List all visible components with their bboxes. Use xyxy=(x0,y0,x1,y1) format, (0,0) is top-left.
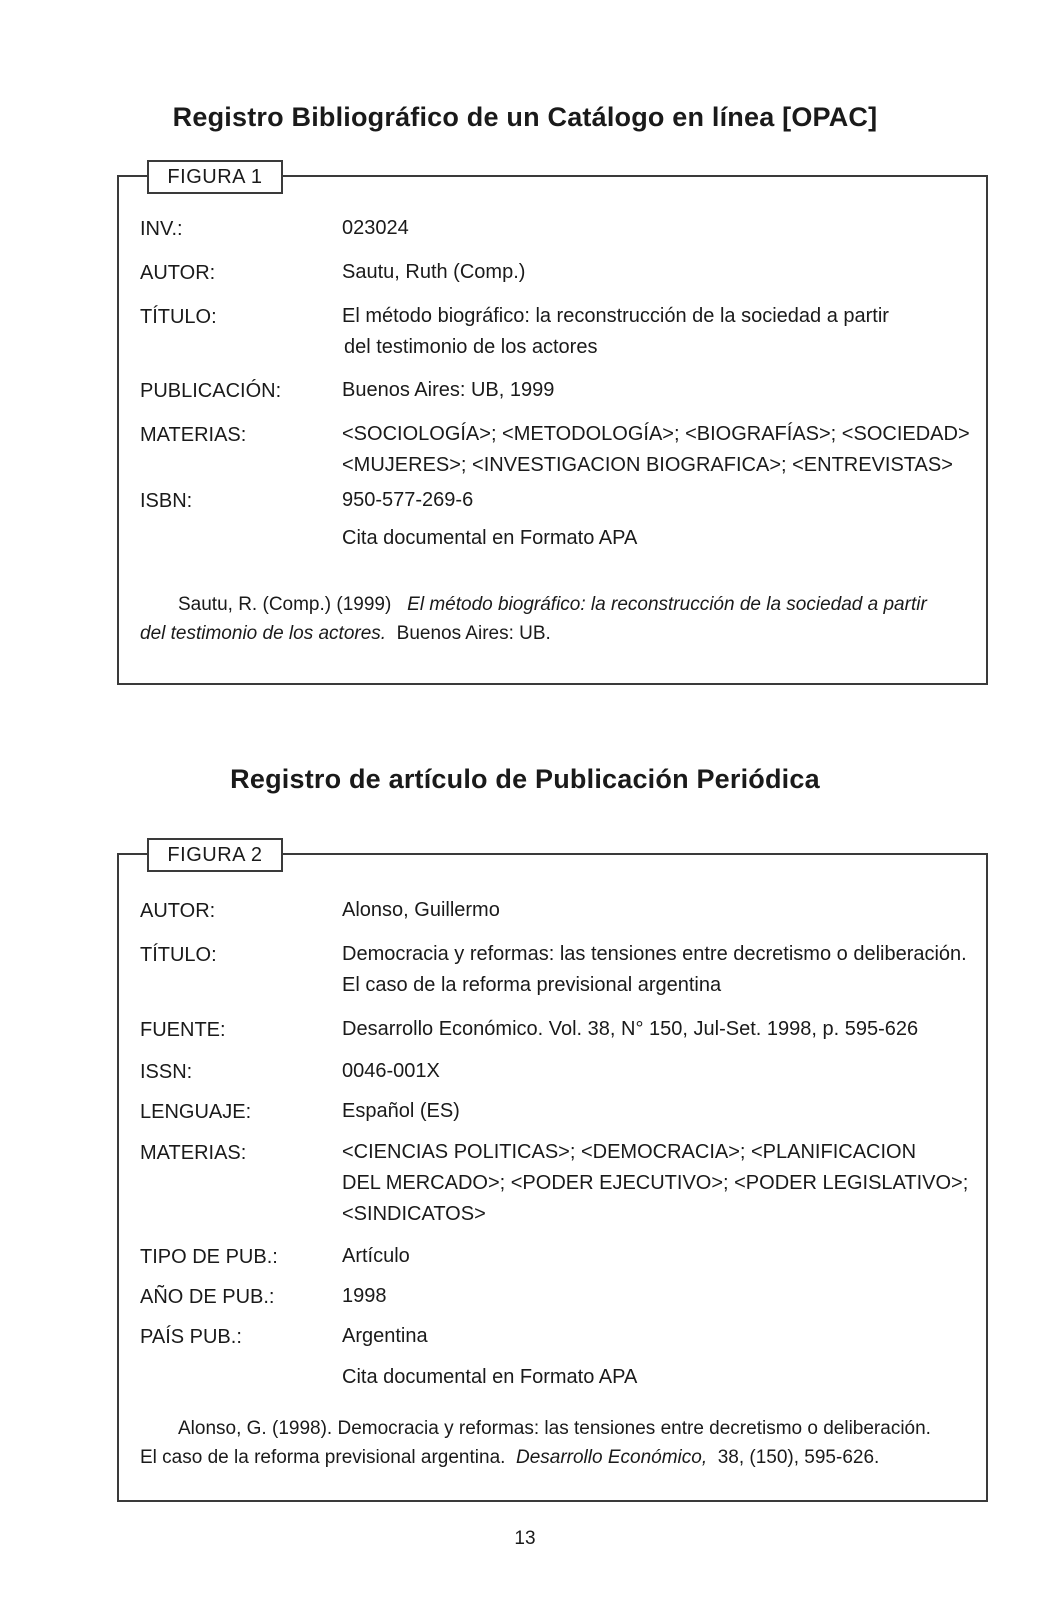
autor-label: AUTOR: xyxy=(140,900,216,922)
pais-value: Argentina xyxy=(342,1325,428,1347)
lenguaje-value: Español (ES) xyxy=(342,1100,460,1122)
publicacion-label: PUBLICACIÓN: xyxy=(140,380,282,402)
materias-value xyxy=(342,419,982,481)
titulo-line2: del testimonio de los actores xyxy=(344,336,598,358)
cita-line2-plain: El caso de la reforma previsional argentina. xyxy=(140,1447,506,1468)
anio-label: AÑO DE PUB.: xyxy=(140,1286,275,1308)
cita-title-part1: El método biográfico: la reconstrucción de la sociedad a partir xyxy=(407,594,927,615)
materias-label: MATERIAS: xyxy=(140,424,247,446)
materias-line1: <CIENCIAS POLITICAS>; <DEMOCRACIA>; <PLANIFICACION xyxy=(342,1141,917,1163)
cita-publisher: Buenos Aires: UB. xyxy=(396,623,551,644)
titulo-value xyxy=(342,939,982,1001)
titulo-line1: Democracia y reformas: las tensiones entre decretismo o deliberación. xyxy=(342,943,967,965)
figure2-label: FIGURA 2 xyxy=(147,838,283,872)
page-number: 13 xyxy=(514,1528,536,1549)
figure1-label: FIGURA 1 xyxy=(147,160,283,194)
fuente-label: FUENTE: xyxy=(140,1019,226,1041)
figure2-apa-citation xyxy=(140,1414,960,1472)
figure1-apa-citation xyxy=(140,590,960,648)
materias-line2: DEL MERCADO>; <PODER EJECUTIVO>; <PODER LEGISLATIVO>; xyxy=(342,1172,969,1194)
cita-author-year: Sautu, R. (Comp.) (1999) xyxy=(178,594,392,615)
materias-line1: <SOCIOLOGÍA>; <METODOLOGÍA>; <BIOGRAFÍAS>; <SOCIEDAD> xyxy=(342,423,970,445)
cita-journal: Desarrollo Económico, xyxy=(515,1447,708,1468)
lenguaje-label: LENGUAJE: xyxy=(140,1101,252,1123)
autor-label: AUTOR: xyxy=(140,262,216,284)
materias-value xyxy=(342,1137,982,1230)
cita-heading: Cita documental en Formato APA xyxy=(342,527,638,549)
autor-value: Sautu, Ruth (Comp.) xyxy=(342,261,526,283)
materias-line3: <SINDICATOS> xyxy=(342,1203,486,1225)
anio-value: 1998 xyxy=(342,1285,387,1307)
materias-line2: <MUJERES>; <INVESTIGACION BIOGRAFICA>; <ENTREVISTAS> xyxy=(342,454,953,476)
figure2-heading: Registro de artículo de Publicación Periódica xyxy=(230,764,820,794)
tipo-value: Artículo xyxy=(342,1245,410,1267)
titulo-label: TÍTULO: xyxy=(140,306,217,328)
publicacion-value: Buenos Aires: UB, 1999 xyxy=(342,379,555,401)
pais-label: PAÍS PUB.: xyxy=(140,1326,242,1348)
isbn-label: ISBN: xyxy=(140,490,193,512)
cita-heading: Cita documental en Formato APA xyxy=(342,1366,638,1388)
issn-label: ISSN: xyxy=(140,1061,193,1083)
materias-label: MATERIAS: xyxy=(140,1142,247,1164)
titulo-line1: El método biográfico: la reconstrucción de la sociedad a partir xyxy=(342,305,889,327)
cita-title-part2: del testimonio de los actores. xyxy=(140,623,387,644)
autor-value: Alonso, Guillermo xyxy=(342,899,500,921)
titulo-value xyxy=(342,301,982,363)
cita-details: 38, (150), 595-626. xyxy=(717,1447,880,1468)
isbn-value: 950-577-269-6 xyxy=(342,489,474,511)
titulo-line2: El caso de la reforma previsional argentina xyxy=(342,974,722,996)
inv-label: INV.: xyxy=(140,218,183,240)
inv-value: 023024 xyxy=(342,217,409,239)
issn-value: 0046-001X xyxy=(342,1060,440,1082)
titulo-label: TÍTULO: xyxy=(140,944,217,966)
tipo-label: TIPO DE PUB.: xyxy=(140,1246,278,1268)
cita-line1: Alonso, G. (1998). Democracia y reformas: las tensiones entre decretismo o deliberación. xyxy=(178,1418,931,1439)
figure1-heading: Registro Bibliográfico de un Catálogo en línea [OPAC] xyxy=(172,102,878,132)
fuente-value: Desarrollo Económico. Vol. 38, N° 150, Jul-Set. 1998, p. 595-626 xyxy=(342,1018,919,1040)
